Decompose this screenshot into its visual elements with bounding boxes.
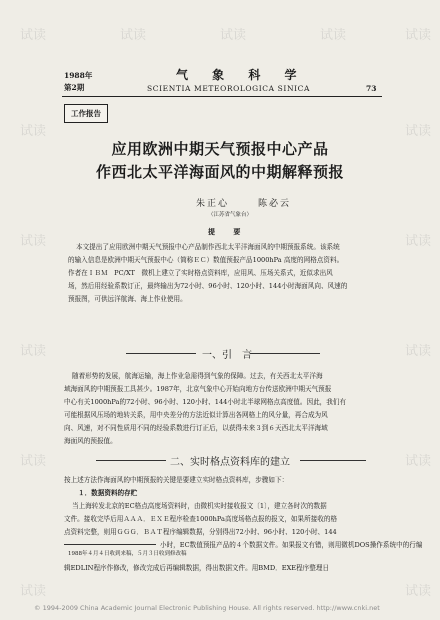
author-name: 陈必云 xyxy=(258,199,292,209)
subsection-heading: １．数据资料的存贮 xyxy=(78,489,138,497)
abstract-line: 预报图，可供远洋航海、海上作业使用。 xyxy=(68,295,187,303)
journal-year: 1988年 xyxy=(64,71,93,80)
watermark: 试读 xyxy=(20,454,47,469)
abstract-line: 作者在ＩＢＭ PC/XT 微机上建立了实时格点资料库，应用风、压场关系式，近似求出风 xyxy=(68,269,333,277)
watermark: 试读 xyxy=(120,28,147,43)
paper-title-line-1: 应用欧洲中期天气预报中心产品 xyxy=(111,140,329,158)
copyright-line: © 1994-2009 China Academic Journal Electronic Publishing House. All rights reserved. http://www.cnki.net xyxy=(34,604,380,612)
body-line: 中心有关1000hPa的72小时、96小时、120小时、144小时北半球网格点高度值。因此，我们有 xyxy=(64,398,347,406)
watermark: 试读 xyxy=(20,28,47,43)
abstract-heading: 提 要 xyxy=(208,227,249,236)
paper-title-line-2: 作西北太平洋海面风的中期解释预报 xyxy=(95,163,344,181)
watermark: 试读 xyxy=(405,124,432,139)
watermark: 试读 xyxy=(220,28,247,43)
header-rule xyxy=(62,96,382,97)
abstract-line: 的输入信息是欧洲中期天气预报中心（简称ＥＣ）数值预报产品1000hPa 高度的网格点资料。 xyxy=(68,256,344,264)
watermark: 试读 xyxy=(20,234,47,249)
author-affiliation: （江苏省气象台） xyxy=(208,212,253,218)
body-line: 可能根据风压场的地转关系，用中央差分的方法近似计算出各网格上的风分量，再合成为风 xyxy=(64,411,328,419)
footnote: 1988年４月４日收到来稿，５月３日收到修改稿 xyxy=(68,551,187,557)
body-line: 文件。接收完毕后用ＡＡＡ．ＥＸＥ程序检查1000hPa高度场格点报的报文，如果所接收的格 xyxy=(64,515,338,523)
watermark: 试读 xyxy=(405,28,432,43)
section-heading: 一、引 言 xyxy=(202,350,252,361)
body-line: 向、风速，对不同性质用不同的经验系数进行订正后，以获得未来３到６天西北太平洋海域 xyxy=(64,424,328,432)
section-rule-right xyxy=(300,460,366,461)
watermark: 试读 xyxy=(405,234,432,249)
journal-issue: 第2期 xyxy=(64,83,85,92)
watermark: 试读 xyxy=(20,344,47,359)
watermark: 试读 xyxy=(405,584,432,599)
body-line: 当上海转发北京的EC格点高度场资料时，由微机实时接收报文〔1〕，建立各时次的数据 xyxy=(72,502,327,510)
footnote-rule xyxy=(64,544,156,545)
watermark: 试读 xyxy=(405,344,432,359)
section-rule-left xyxy=(126,353,196,354)
report-type-badge: 工作报告 xyxy=(64,104,108,123)
page-number: 73 xyxy=(366,84,377,93)
author-name: 朱正心 xyxy=(196,199,230,209)
body-line: 辑EDLIN程序作修改，修改完成后再编辑数据，得出数据文件。用BMD．EXE程序整理日 xyxy=(64,564,330,572)
body-line: 小时，EC数值预报产品的４个数据文件。如果报文有错，则用微机DOS操作系统中的行编 xyxy=(160,541,423,549)
body-line: 点资料完整，则用ＧＧＧ．ＢＡＴ程序编辑数据，分别得出72小时、96小时、120小时、144 xyxy=(64,528,337,536)
journal-title-cn: 气 象 科 学 xyxy=(176,68,307,82)
abstract-line: 场，然后用经验系数订正，最终输出为72小时、96小时、120小时、144小时海面风向、风速的 xyxy=(68,282,348,290)
abstract-line: 本文提出了应用欧洲中期天气预报中心产品制作西北太平洋海面风的中期预报系统。该系统 xyxy=(76,243,340,251)
journal-title-en: SCIENTIA METEOROLOGICA SINICA xyxy=(147,84,311,93)
watermark: 试读 xyxy=(405,454,432,469)
section-rule-left xyxy=(96,460,166,461)
body-line: 海面风的预报值。 xyxy=(64,437,117,445)
section-rule-right xyxy=(250,353,320,354)
watermark: 试读 xyxy=(320,28,347,43)
watermark: 试读 xyxy=(20,124,47,139)
body-line: 域海面风的中期预报工具甚少。1987年，北京气象中心开始向地方台传送欧洲中期天气预报 xyxy=(64,385,332,393)
body-line: 随着形势的发展，航海运输，海上作业急需得到气象的保障。过去，有关西北太平洋海 xyxy=(72,372,323,380)
section-heading: 二、实时格点资料库的建立 xyxy=(170,457,290,468)
body-line: 按上述方法作海面风的中期预报的关键是要建立实时格点资料库，步骤如下： xyxy=(64,476,289,484)
watermark: 试读 xyxy=(20,584,47,599)
